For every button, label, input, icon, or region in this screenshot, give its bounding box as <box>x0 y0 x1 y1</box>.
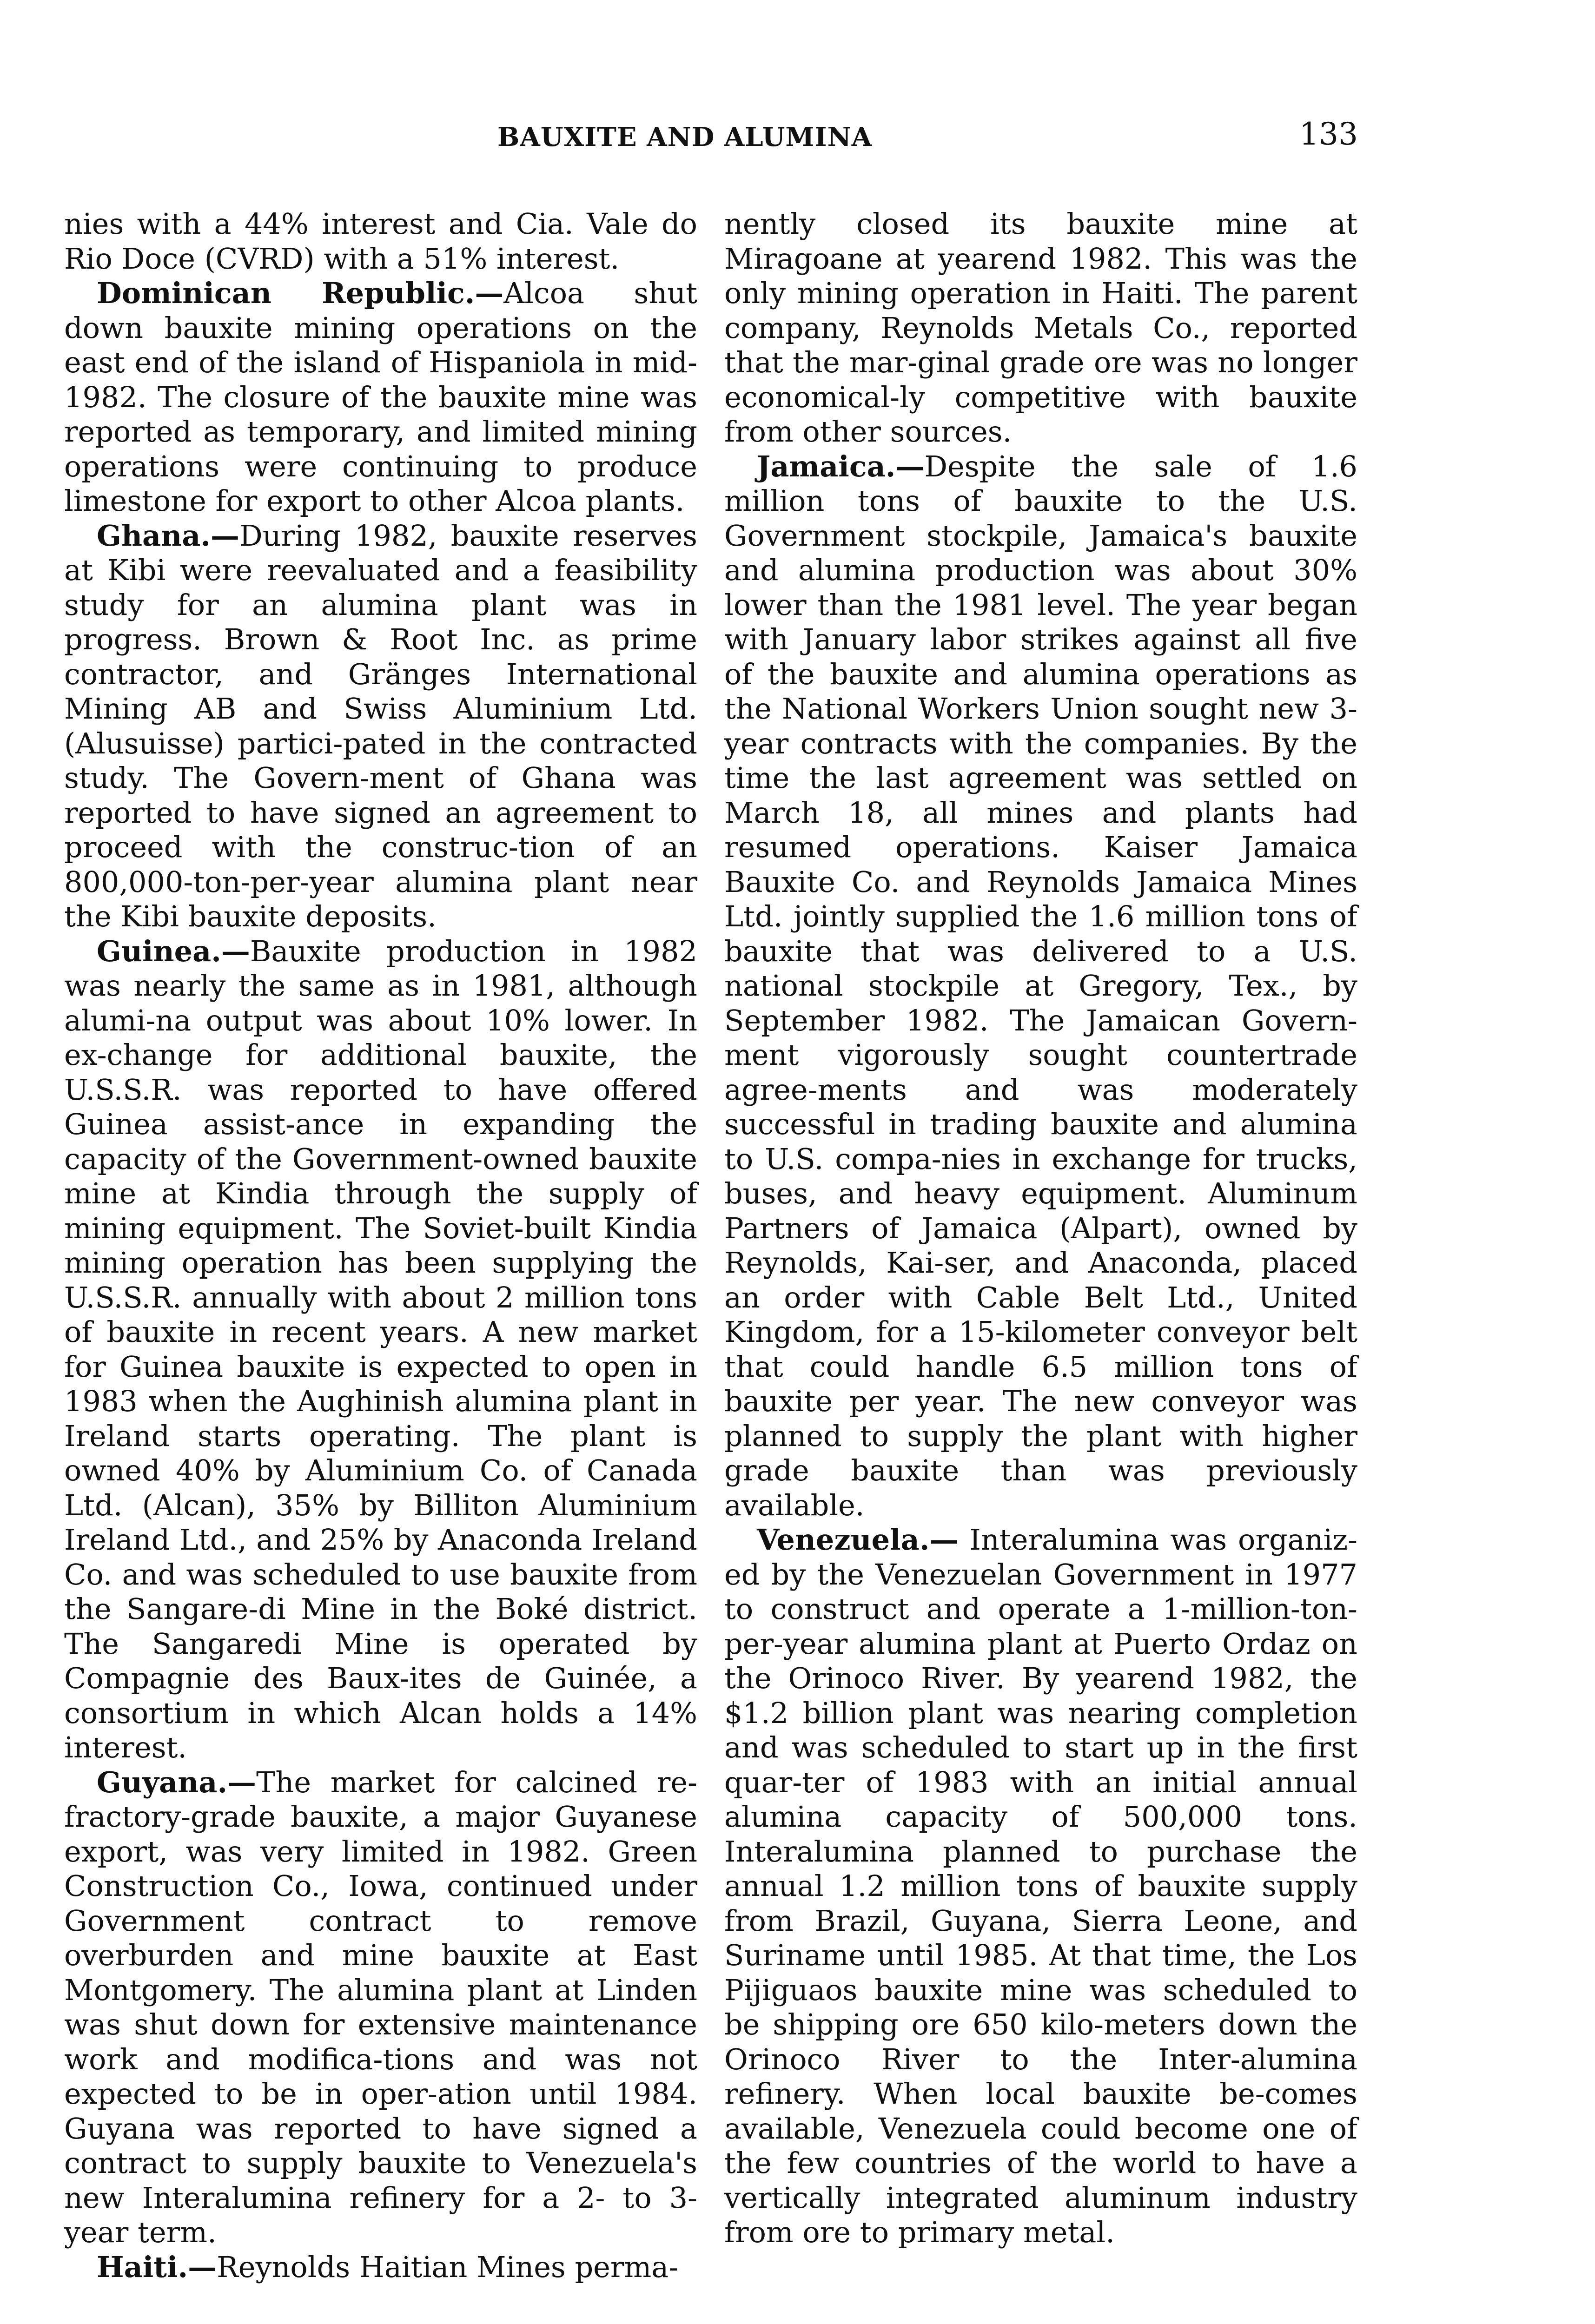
left-column <box>64 207 697 2284</box>
paragraph-text-guinea: Bauxite production in 1982 was nearly the same as in 1981, although alumi-na output was about 10% lower. In ex-change for additional bauxite, the U.S.S.R. was reported to have offered Guinea assist-ance in expanding the capacity of the Government-owned bauxite mine at Kindia through the supply of mining equipment. The Soviet-built Kindia mining operation has been supplying the U.S.S.R. annually with about 2 million tons of bauxite in recent years. A new market for Guinea bauxite is expected to open in 1983 when the Aughinish alumina plant in Ireland starts operating. The plant is owned 40% by Aluminium Co. of Canada Ltd. (Alcan), 35% by Billiton Aluminium Ireland Ltd., and 25% by Anaconda Ireland Co. and was scheduled to use bauxite from the Sangare-di Mine in the Boké district. The Sangaredi Mine is operated by Compagnie des Baux-ites de Guinée, a consortium in which Alcan holds a 14% interest. <box>64 934 697 1764</box>
paragraph-guyana <box>64 1765 697 2250</box>
paragraph-text-venezuela: Interalumina was organiz-ed by the Venezuelan Government in 1977 to construct and operate a 1-million-ton-per-year alumina plant at Puerto Ordaz on the Orinoco River. By yearend 1982, the $1.2 billion plant was nearing completion and was scheduled to start up in the first quar-ter of 1983 with an initial annual alumina capacity of 500,000 tons. Interalumina planned to purchase the annual 1.2 million tons of bauxite supply from Brazil, Guyana, Sierra Leone, and Suriname until 1985. At that time, the Los Pijiguaos bauxite mine was scheduled to be shipping ore 650 kilo-meters down the Orinoco River to the Inter-alumina refinery. When local bauxite be-comes available, Venezuela could become one of the few countries of the world to have a vertically integrated aluminum industry from ore to primary metal. <box>724 1523 1357 2249</box>
run-in-heading-ghana: Ghana.— <box>97 518 240 553</box>
run-in-heading-venezuela: Venezuela.— <box>757 1523 959 1557</box>
paragraph-continuation: nies with a 44% interest and Cia. Vale do Rio Doce (CVRD) with a 51% interest. <box>64 207 697 276</box>
run-in-heading-guyana: Guyana.— <box>97 1765 257 1799</box>
paragraph-text-ghana: During 1982, bauxite reserves at Kibi were reevaluated and a feasibility study for an alumina plant was in progress. Brown & Root Inc. as prime contractor, and Gränges International Mining AB and Swiss Aluminium Ltd. (Alusuisse) partici-pated in the contracted study. The Govern-ment of Ghana was reported to have signed an agreement to proceed with the construc-tion of an 800,000-ton-per-year alumina plant near the Kibi bauxite deposits. <box>64 518 697 933</box>
paragraph-haiti <box>64 2250 697 2285</box>
right-column <box>724 207 1357 2250</box>
paragraph-text-jamaica: Despite the sale of 1.6 million tons of bauxite to the U.S. Government stockpile, Jamaica's bauxite and alumina production was about 30% lower than the 1981 level. The year began with January labor strikes against all five of the bauxite and alumina operations as the National Workers Union sought new 3-year contracts with the companies. By the time the last agreement was settled on March 18, all mines and plants had resumed operations. Kaiser Jamaica Bauxite Co. and Reynolds Jamaica Mines Ltd. jointly supplied the 1.6 million tons of bauxite that was delivered to a U.S. national stockpile at Gregory, Tex., by September 1982. The Jamaican Govern-ment vigorously sought countertrade agree-ments and was moderately successful in trading bauxite and alumina to U.S. compa-nies in exchange for trucks, buses, and heavy equipment. Aluminum Partners of Jamaica (Alpart), owned by Reynolds, Kai-ser, and Anaconda, placed an order with Cable Belt Ltd., United Kingdom, for a 15-kilometer conveyor belt that could handle 6.5 million tons of bauxite per year. The new conveyor was planned to supply the plant with higher grade bauxite than was previously available. <box>724 449 1357 1522</box>
paragraph-text-haiti: Reynolds Haitian Mines perma- <box>217 2250 679 2284</box>
paragraph-haiti-continued: nently closed its bauxite mine at Miragoane at yearend 1982. This was the only mining operation in Haiti. The parent company, Reynolds Metals Co., reported that the mar-ginal grade ore was no longer economical-ly competitive with bauxite from other sources. <box>724 207 1357 449</box>
paragraph-text-dominican-republic: Alcoa shut down bauxite mining operations on the east end of the island of Hispaniola in mid-1982. The closure of the bauxite mine was reported as temporary, and limited mining operations were continuing to produce limestone for export to other Alcoa plants. <box>64 276 698 518</box>
run-in-heading-guinea: Guinea.— <box>97 934 250 968</box>
run-in-heading-jamaica: Jamaica.— <box>757 449 925 483</box>
paragraph-ghana <box>64 519 697 934</box>
running-head-title: BAUXITE AND ALUMINA <box>497 122 873 152</box>
paragraph-jamaica <box>724 449 1357 1523</box>
paragraph-venezuela <box>724 1523 1357 2250</box>
run-in-heading-dominican-republic: Dominican Republic.— <box>97 276 504 310</box>
paragraph-guinea <box>64 934 697 1765</box>
paragraph-dominican-republic <box>64 276 697 519</box>
page-number: 133 <box>1299 116 1358 152</box>
run-in-heading-haiti: Haiti.— <box>97 2250 217 2284</box>
paragraph-text-guyana: The market for calcined re-fractory-grade bauxite, a major Guyanese export, was very limited in 1982. Green Construction Co., Iowa, continued under Government contract to remove overburden and mine bauxite at East Montgomery. The alumina plant at Linden was shut down for extensive maintenance work and modifica-tions and was not expected to be in oper-ation until 1984. Guyana was reported to have signed a contract to supply bauxite to Venezuela's new Interalumina refinery for a 2- to 3-year term. <box>64 1765 697 2249</box>
